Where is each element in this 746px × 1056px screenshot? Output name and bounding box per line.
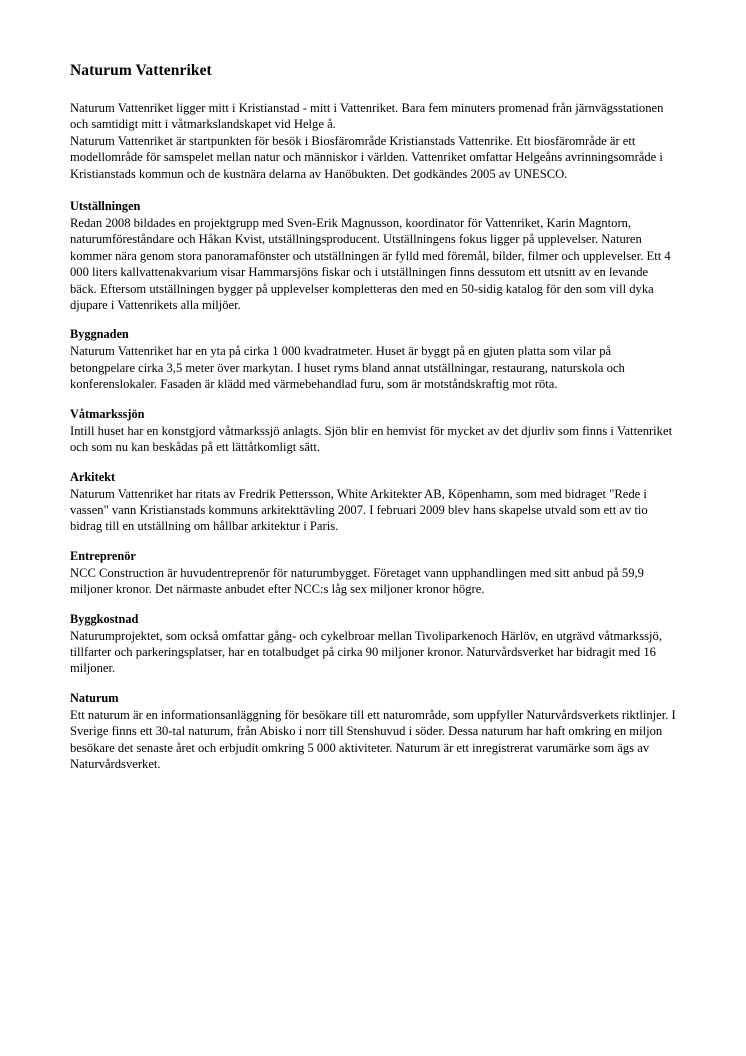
section-heading: Naturum bbox=[70, 690, 119, 705]
page-title: Naturum Vattenriket bbox=[70, 62, 212, 79]
section-vatmarkssjon bbox=[70, 407, 678, 456]
section-paragraph: Naturumprojektet, som också omfattar gång- och cykelbroar mellan Tivoliparkenoch Härlöv, en utgrävd våtmarkssjö, tillfarter och parkeringsplatser, har en totalbudget på cirka 90 miljoner kronor. Naturvårdsverket har bidragit med 16 miljoner. bbox=[70, 628, 662, 676]
section-arkitekt bbox=[70, 470, 678, 535]
section-paragraph: Redan 2008 bildades en projektgrupp med Sven-Erik Magnusson, koordinator för Vattenriket, Karin Magntorn, naturumföreståndare och Håkan Kvist, utställningsproducent. Utställningens fokus ligger på upplevelser. Naturen kommer nära genom stora panoramafönster och utställningen är fylld med föremål, bilder, filmer och upplevelser. Ett 4 000 liters kallvattenakvarium visar Hammarsjöns fiskar och i utställningen finns dessutom ett utsnitt av en levande bäck. Eftersom utställningen bygger på upplevelser kompletteras den med en 50-sidig katalog för den som vill dyka djupare i Vattenrikets alla miljöer. bbox=[70, 216, 671, 313]
section-heading: Byggnaden bbox=[70, 327, 129, 342]
intro-block bbox=[70, 100, 678, 182]
section-paragraph: NCC Construction är huvudentreprenör för naturumbygget. Företaget vann upphandlingen med sitt anbud på 59,9 miljoner kronor. Det närmaste anbudet efter NCC:s låg sex miljoner kronor högre. bbox=[70, 565, 644, 597]
section-heading: Byggkostnad bbox=[70, 611, 139, 626]
intro-paragraph: Naturum Vattenriket ligger mitt i Kristianstad - mitt i Vattenriket. Bara fem minuters promenad från järnvägsstationen och samtidigt mitt i våtmarkslandskapet vid Helge å. bbox=[70, 101, 664, 132]
section-heading: Arkitekt bbox=[70, 469, 116, 484]
section-naturum bbox=[70, 691, 678, 773]
section-paragraph: Naturum Vattenriket har ritats av Fredrik Pettersson, White Arkitekter AB, Köpenhamn, som med bidraget "Rede i vassen" vann Kristianstads kommuns arkitekttävling 2007. I februari 2009 blev hans skapelse utvald som ett av tio bidrag till en utställning om hållbar arkitektur i Paris. bbox=[70, 486, 648, 534]
section-paragraph: Ett naturum är en informationsanläggning för besökare till ett naturområde, som uppfyller Naturvårdsverkets riktlinjer. I Sverige finns ett 30-tal naturum, från Abisko i norr till Stenshuvud i söder. Dessa naturum har haft omkring en miljon besökare det senaste året och erbjudit omkring 5 000 aktiviteter. Naturum är ett inregistrerat varumärke som ägs av Naturvårdsverket. bbox=[70, 707, 676, 771]
intro-paragraph: Naturum Vattenriket är startpunkten för besök i Biosfärområde Kristianstads Vattenrike. Ett biosfärområde är ett modellområde för samspelet mellan natur och människor i världen. Vattenriket omfattar Helgeåns avrinningsområde i Kristianstads kommun och de kustnära delarna av Hanöbukten. Det godkändes 2005 av UNESCO. bbox=[70, 133, 663, 181]
section-utstallningen bbox=[70, 199, 678, 313]
section-paragraph: Intill huset har en konstgjord våtmarkssjö anlagts. Sjön blir en hemvist för mycket av det djurliv som finns i Vattenriket och som nu kan beskådas på ett lättåtkomligt sätt. bbox=[70, 423, 673, 455]
section-byggnaden bbox=[70, 327, 678, 392]
section-paragraph: Naturum Vattenriket har en yta på cirka 1 000 kvadratmeter. Huset är byggt på en gjuten platta som vilar på betongpelare cirka 3,5 meter över markytan. I huset ryms bland annat utställningar, restaurang, naturskola och konferenslokaler. Fasaden är klädd med värmebehandlad furu, som är motståndskraftig mot röta. bbox=[70, 344, 625, 392]
section-entreprenor bbox=[70, 549, 678, 598]
section-heading: Entreprenör bbox=[70, 548, 136, 563]
section-heading: Våtmarkssjön bbox=[70, 406, 145, 421]
section-byggkostnad bbox=[70, 612, 678, 677]
section-heading: Utställningen bbox=[70, 199, 141, 214]
